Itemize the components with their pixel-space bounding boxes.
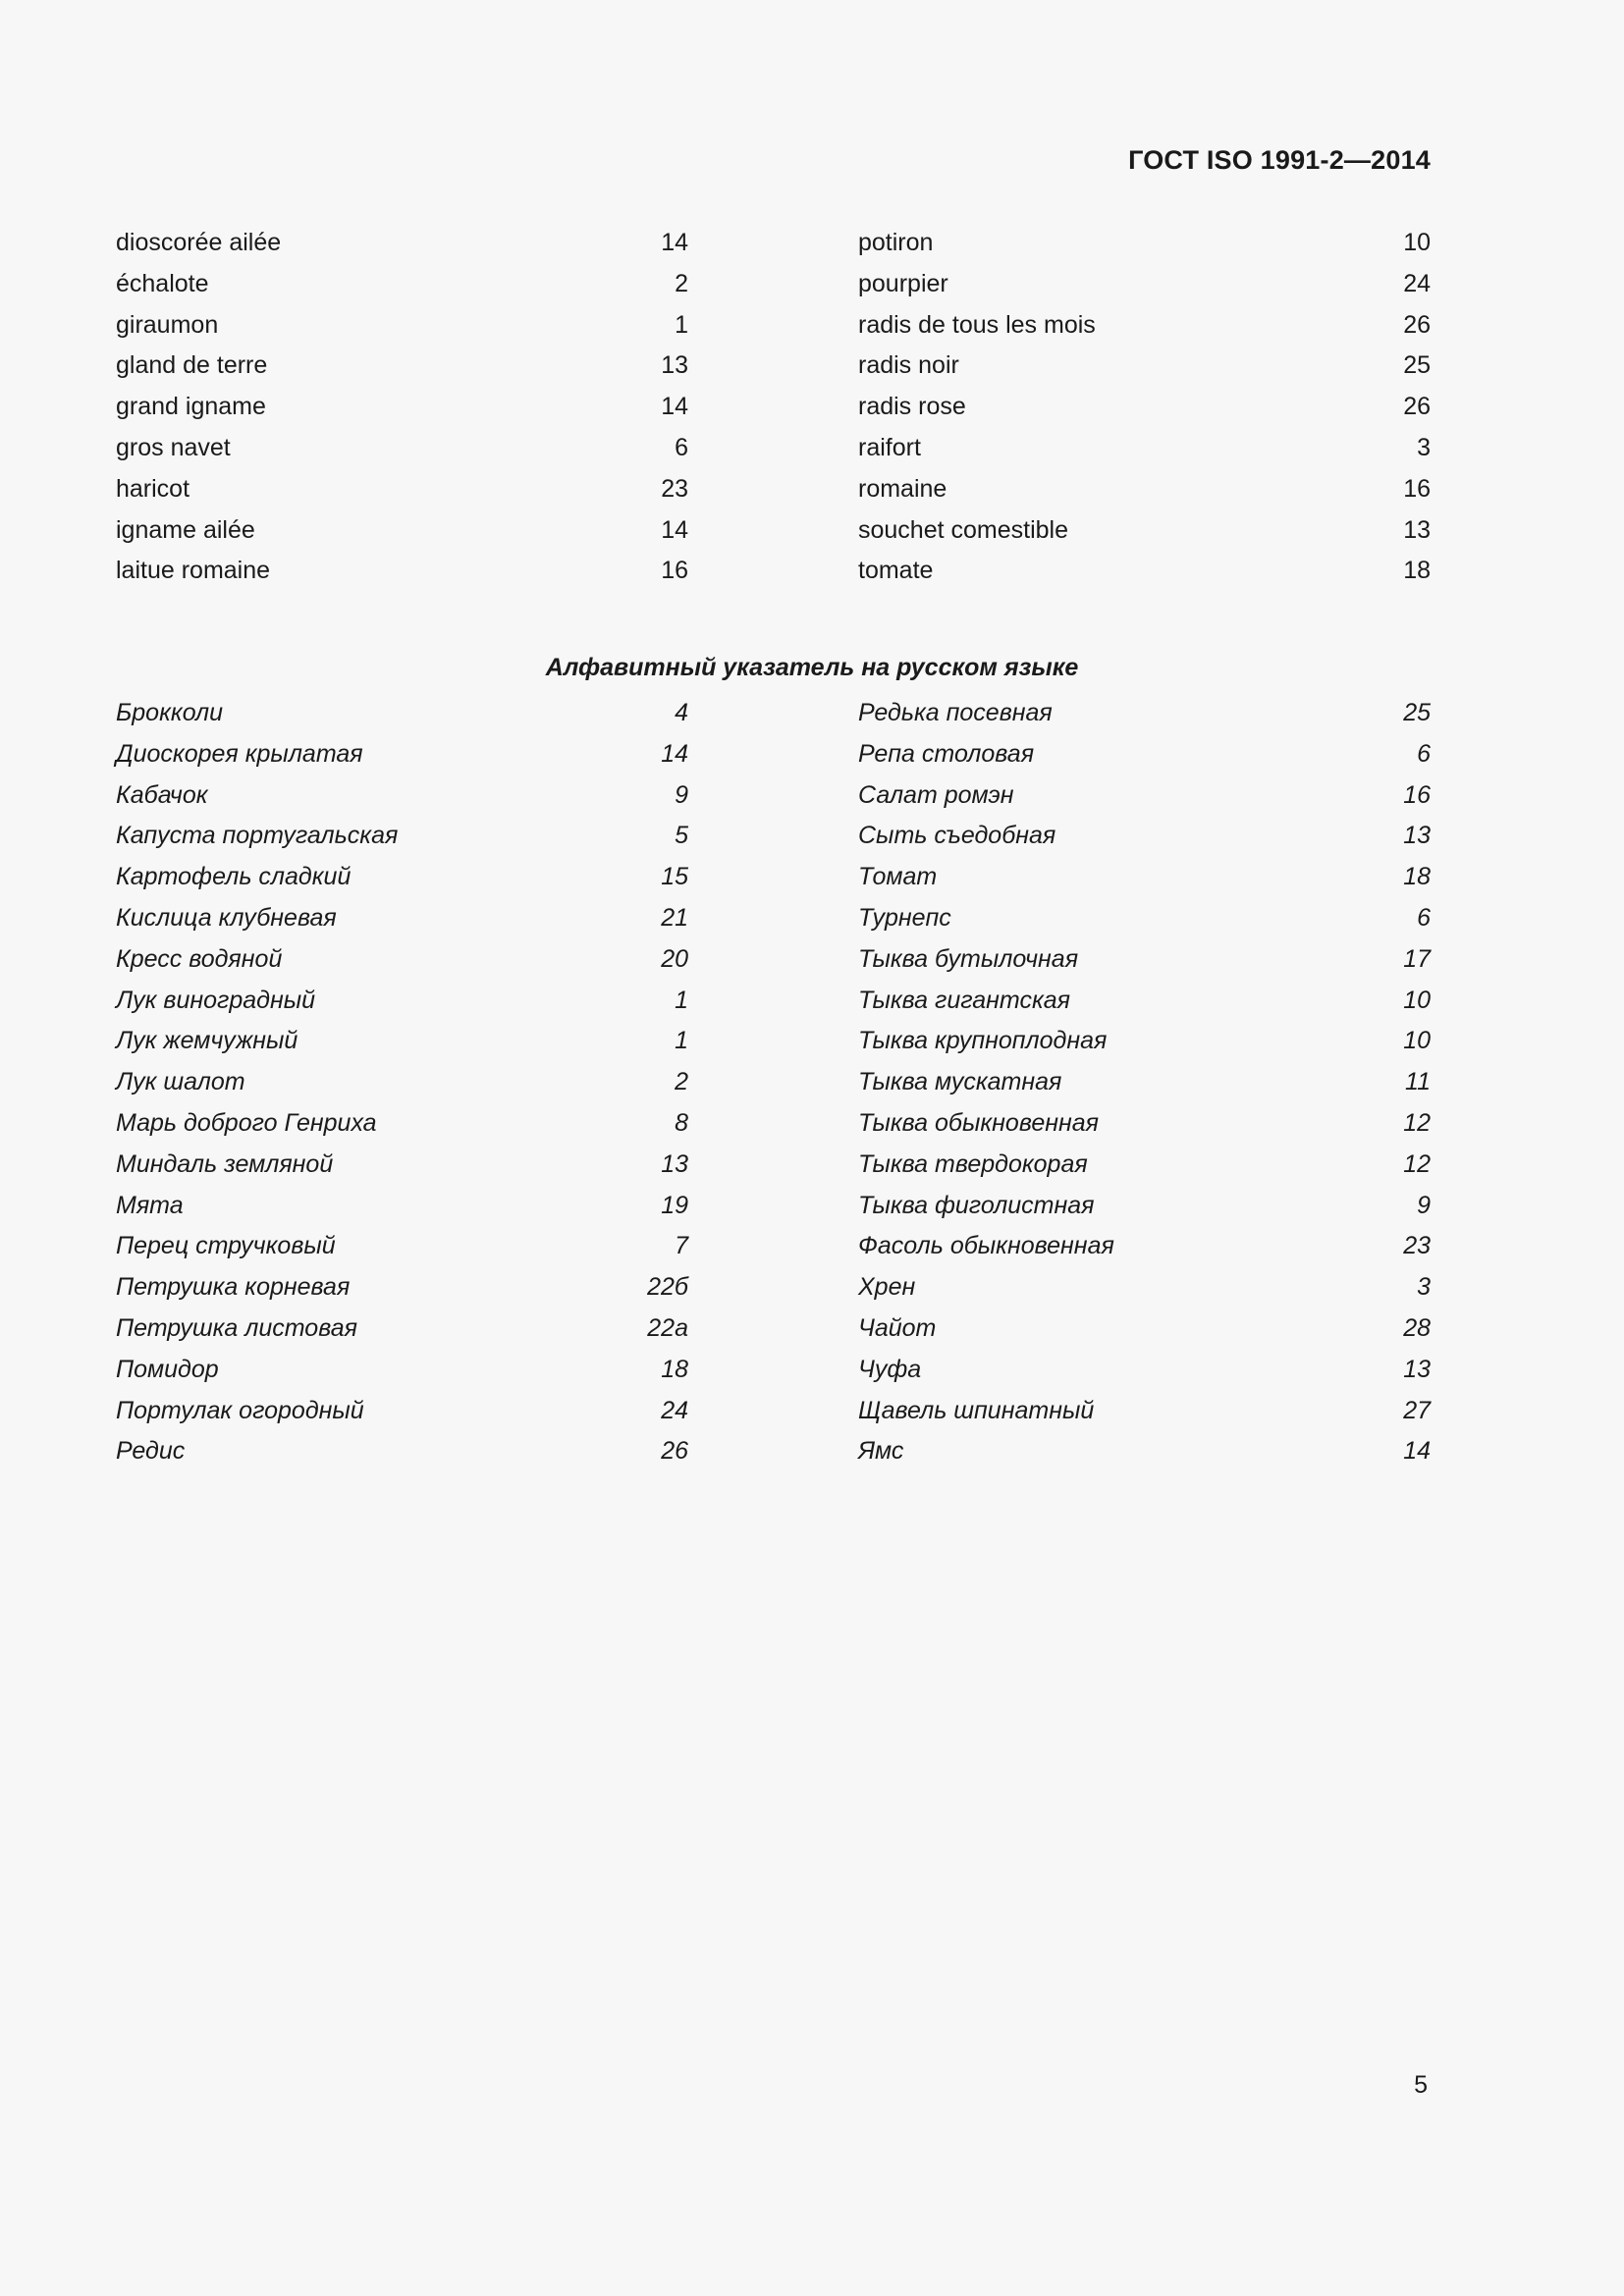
- index-term: Щавель шпинатный: [858, 1396, 1095, 1424]
- index-entry: [116, 1437, 688, 1478]
- index-number: 18: [1403, 863, 1431, 891]
- index-term: Тыква фиголистная: [858, 1191, 1095, 1219]
- index-entry: [858, 1027, 1431, 1068]
- index-entry: [858, 311, 1431, 352]
- index-entry: [116, 987, 688, 1028]
- index-entry: [116, 434, 688, 475]
- index-number: 2: [675, 269, 688, 297]
- index-number: 8: [675, 1108, 688, 1137]
- index-term: Тыква обыкновенная: [858, 1108, 1099, 1137]
- index-term: pourpier: [858, 269, 948, 297]
- index-number: 6: [1417, 903, 1431, 932]
- index-term: radis rose: [858, 393, 966, 421]
- index-entry: [116, 1109, 688, 1150]
- index-term: Турнепс: [858, 903, 951, 932]
- index-number: 24: [1403, 269, 1431, 297]
- index-term: Миндаль земляной: [116, 1149, 334, 1178]
- index-entry: [858, 434, 1431, 475]
- index-entry: [858, 1314, 1431, 1356]
- index-entry: [116, 475, 688, 516]
- index-entry: [858, 1232, 1431, 1273]
- index-number: 14: [661, 393, 688, 421]
- index-term: Мята: [116, 1191, 184, 1219]
- index-entry: [116, 311, 688, 352]
- index-term: Чайот: [858, 1313, 937, 1342]
- index-entry: [858, 557, 1431, 598]
- russian-index-title: Алфавитный указатель на русском языке: [545, 654, 1079, 681]
- index-number: 4: [675, 699, 688, 726]
- index-term: Чуфа: [858, 1355, 922, 1383]
- index-term: igname ailée: [116, 515, 255, 544]
- index-term: gland de terre: [116, 351, 268, 380]
- index-term: radis de tous les mois: [858, 310, 1096, 339]
- index-term: Хрен: [858, 1273, 916, 1302]
- index-entry: [116, 945, 688, 987]
- index-term: Марь доброго Генриха: [116, 1108, 377, 1137]
- index-term: Кислица клубневая: [116, 903, 337, 932]
- index-number: 26: [1403, 310, 1431, 339]
- index-term: Тыква гигантская: [858, 986, 1071, 1014]
- index-term: Томат: [858, 863, 938, 891]
- index-number: 14: [1403, 1437, 1431, 1466]
- index-term: échalote: [116, 269, 209, 297]
- index-number: 5: [675, 822, 688, 850]
- index-entry: [858, 1437, 1431, 1478]
- index-term: giraumon: [116, 310, 219, 339]
- index-number: 22а: [647, 1313, 688, 1342]
- index-entry: [116, 557, 688, 598]
- russian-index-left-column: [116, 699, 688, 1478]
- document-standard-id: ГОСТ ISO 1991-2—2014: [1128, 145, 1431, 175]
- index-number: 1: [675, 1027, 688, 1055]
- index-number: 10: [1403, 229, 1431, 256]
- index-entry: [116, 393, 688, 434]
- index-term: Капуста португальская: [116, 822, 399, 850]
- index-number: 16: [1403, 474, 1431, 503]
- index-term: Репа столовая: [858, 739, 1035, 768]
- index-number: 13: [1403, 822, 1431, 850]
- index-entry: [116, 781, 688, 823]
- index-number: 12: [1403, 1108, 1431, 1137]
- index-entry: [116, 1150, 688, 1192]
- index-term: Фасоль обыкновенная: [858, 1232, 1114, 1260]
- index-number: 24: [661, 1396, 688, 1424]
- index-number: 14: [661, 515, 688, 544]
- index-term: Лук жемчужный: [116, 1027, 298, 1055]
- index-number: 7: [675, 1232, 688, 1260]
- index-entry: [116, 699, 688, 740]
- index-term: radis noir: [858, 351, 959, 380]
- index-entry: [116, 1192, 688, 1233]
- index-entry: [116, 822, 688, 863]
- index-number: 13: [1403, 515, 1431, 544]
- index-entry: [116, 351, 688, 393]
- index-entry: [858, 1397, 1431, 1438]
- index-number: 10: [1403, 1027, 1431, 1055]
- index-number: 28: [1403, 1313, 1431, 1342]
- index-term: Петрушка корневая: [116, 1273, 351, 1302]
- index-term: tomate: [858, 557, 934, 585]
- index-entry: [116, 740, 688, 781]
- french-index-left-column: [116, 229, 688, 598]
- index-number: 23: [1403, 1232, 1431, 1260]
- index-number: 1: [675, 986, 688, 1014]
- index-entry: [116, 904, 688, 945]
- index-entry: [116, 863, 688, 904]
- index-number: 13: [661, 351, 688, 380]
- french-index-right-column: [858, 229, 1431, 598]
- index-entry: [858, 822, 1431, 863]
- index-term: grand igname: [116, 393, 266, 421]
- index-entry: [116, 1232, 688, 1273]
- index-number: 13: [1403, 1355, 1431, 1383]
- index-term: potiron: [858, 229, 934, 256]
- index-entry: [858, 1356, 1431, 1397]
- index-term: raifort: [858, 433, 921, 461]
- index-entry: [858, 1150, 1431, 1192]
- index-term: laitue romaine: [116, 557, 271, 585]
- index-term: Брокколи: [116, 699, 224, 726]
- index-number: 6: [1417, 739, 1431, 768]
- index-number: 21: [661, 903, 688, 932]
- index-entry: [116, 1356, 688, 1397]
- index-term: Лук виноградный: [116, 986, 316, 1014]
- russian-index-right-column: [858, 699, 1431, 1478]
- index-number: 3: [1417, 433, 1431, 461]
- index-number: 25: [1403, 351, 1431, 380]
- index-term: Кресс водяной: [116, 944, 283, 973]
- index-term: Тыква крупноплодная: [858, 1027, 1108, 1055]
- index-number: 26: [661, 1437, 688, 1466]
- index-number: 11: [1405, 1068, 1431, 1096]
- index-entry: [116, 1273, 688, 1314]
- index-entry: [858, 781, 1431, 823]
- index-entry: [858, 516, 1431, 558]
- index-number: 20: [661, 944, 688, 973]
- index-term: romaine: [858, 474, 947, 503]
- index-term: Петрушка листовая: [116, 1313, 357, 1342]
- index-term: Редис: [116, 1437, 186, 1466]
- index-number: 9: [1417, 1191, 1431, 1219]
- index-entry: [116, 516, 688, 558]
- index-entry: [116, 1397, 688, 1438]
- index-entry: [858, 1068, 1431, 1109]
- index-term: Редька посевная: [858, 699, 1053, 726]
- index-number: 16: [661, 557, 688, 585]
- index-number: 13: [661, 1149, 688, 1178]
- index-entry: [858, 270, 1431, 311]
- index-number: 23: [661, 474, 688, 503]
- index-number: 14: [661, 229, 688, 256]
- index-term: Диоскорея крылатая: [116, 739, 363, 768]
- index-term: souchet comestible: [858, 515, 1069, 544]
- index-number: 14: [661, 739, 688, 768]
- index-entry: [116, 229, 688, 270]
- index-number: 16: [1403, 780, 1431, 809]
- index-term: Помидор: [116, 1355, 219, 1383]
- index-term: Тыква бутылочная: [858, 944, 1079, 973]
- index-entry: [858, 393, 1431, 434]
- index-entry: [116, 270, 688, 311]
- index-term: Кабачок: [116, 780, 208, 809]
- index-entry: [858, 904, 1431, 945]
- index-entry: [858, 229, 1431, 270]
- index-entry: [858, 1273, 1431, 1314]
- index-entry: [858, 987, 1431, 1028]
- index-entry: [858, 863, 1431, 904]
- index-number: 17: [1403, 944, 1431, 973]
- index-number: 15: [661, 863, 688, 891]
- index-term: Лук шалот: [116, 1068, 245, 1096]
- index-entry: [116, 1068, 688, 1109]
- index-number: 10: [1403, 986, 1431, 1014]
- index-number: 2: [675, 1068, 688, 1096]
- index-number: 12: [1403, 1149, 1431, 1178]
- index-entry: [858, 699, 1431, 740]
- index-entry: [116, 1314, 688, 1356]
- index-number: 9: [675, 780, 688, 809]
- index-number: 1: [675, 310, 688, 339]
- index-term: dioscorée ailée: [116, 229, 282, 256]
- index-number: 27: [1403, 1396, 1431, 1424]
- index-term: Картофель сладкий: [116, 863, 352, 891]
- index-entry: [858, 945, 1431, 987]
- index-term: Портулак огородный: [116, 1396, 364, 1424]
- index-term: Тыква мускатная: [858, 1068, 1062, 1096]
- index-term: Перец стручковый: [116, 1232, 336, 1260]
- index-number: 26: [1403, 393, 1431, 421]
- index-entry: [858, 740, 1431, 781]
- index-number: 6: [675, 433, 688, 461]
- index-number: 18: [661, 1355, 688, 1383]
- index-number: 22б: [647, 1273, 688, 1302]
- index-term: Салат ромэн: [858, 780, 1014, 809]
- index-entry: [116, 1027, 688, 1068]
- index-term: Сыть съедобная: [858, 822, 1056, 850]
- index-number: 18: [1403, 557, 1431, 585]
- index-number: 3: [1417, 1273, 1431, 1302]
- index-term: gros navet: [116, 433, 231, 461]
- page-number: 5: [1414, 2071, 1428, 2099]
- index-entry: [858, 351, 1431, 393]
- index-term: haricot: [116, 474, 190, 503]
- index-entry: [858, 1192, 1431, 1233]
- index-entry: [858, 475, 1431, 516]
- index-term: Ямс: [858, 1437, 904, 1466]
- index-entry: [858, 1109, 1431, 1150]
- index-number: 19: [661, 1191, 688, 1219]
- index-number: 25: [1403, 699, 1431, 726]
- index-term: Тыква твердокорая: [858, 1149, 1088, 1178]
